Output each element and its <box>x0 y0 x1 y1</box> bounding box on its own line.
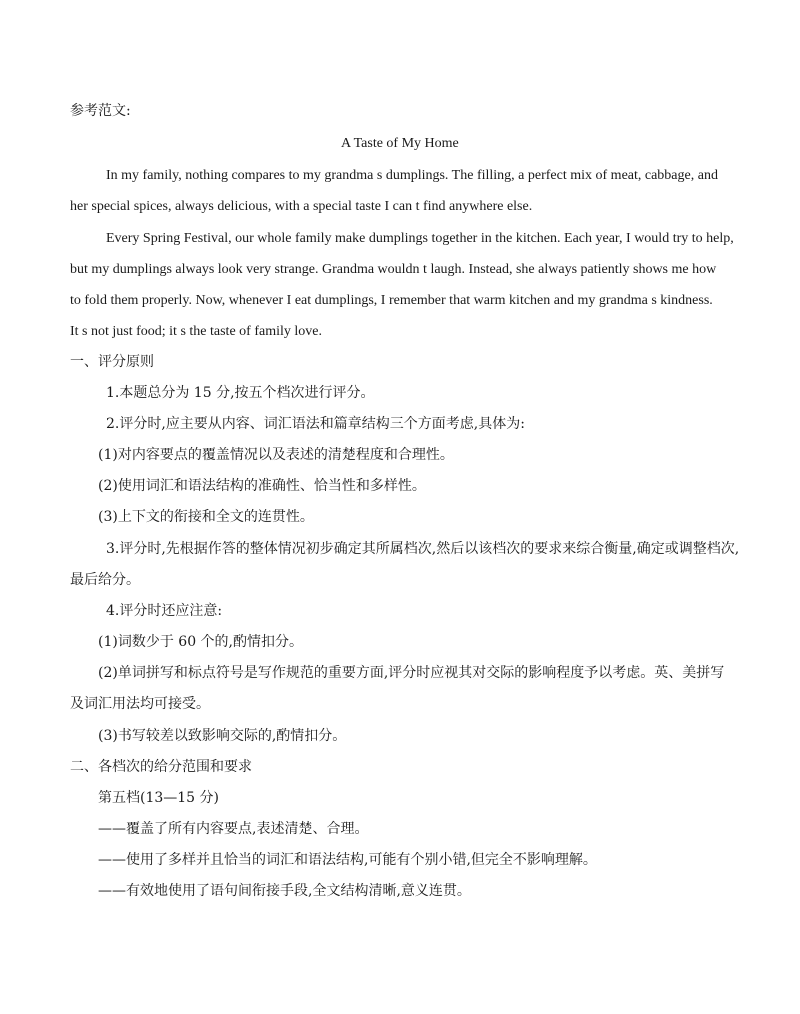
band-requirement: ——有效地使用了语句间衔接手段,全文结构清晰,意义连贯。 <box>98 883 471 899</box>
principle-line: 3.评分时,先根据作答的整体情况初步确定其所属档次,然后以该档次的要求来综合衡量,确定或调整档次, <box>106 541 740 557</box>
principle-line: 最后给分。 <box>70 572 140 588</box>
band-five-title: 第五档(13—15 分) <box>98 790 220 806</box>
essay-line: to fold them properly. Now, whenever I eat dumplings, I remember that warm kitchen and my grandma s kindness. <box>70 293 713 308</box>
section-heading-bands: 二、各档次的给分范围和要求 <box>70 759 252 775</box>
principle-line: 4.评分时还应注意: <box>106 603 223 619</box>
reference-essay-heading: 参考范文: <box>70 103 131 119</box>
principle-line: 2.评分时,应主要从内容、词汇语法和篇章结构三个方面考虑,具体为: <box>106 416 525 432</box>
band-requirement: ——覆盖了所有内容要点,表述清楚、合理。 <box>98 821 369 837</box>
essay-line: It s not just food; it s the taste of family love. <box>70 324 322 339</box>
essay-title: A Taste of My Home <box>341 136 459 151</box>
principle-line: 1.本题总分为 15 分,按五个档次进行评分。 <box>106 385 375 401</box>
essay-line: but my dumplings always look very strange. Grandma wouldn t laugh. Instead, she always patiently shows me how <box>70 262 717 277</box>
essay-line: Every Spring Festival, our whole family make dumplings together in the kitchen. Each year, I would try to help, <box>106 231 734 246</box>
principle-line: (2)单词拼写和标点符号是写作规范的重要方面,评分时应视其对交际的影响程度予以考虑。英、美拼写 <box>98 665 725 681</box>
essay-line: her special spices, always delicious, with a special taste I can t find anywhere else. <box>70 199 533 214</box>
principle-line: 及词汇用法均可接受。 <box>70 696 210 712</box>
section-heading-principles: 一、评分原则 <box>70 354 154 370</box>
band-requirement: ——使用了多样并且恰当的词汇和语法结构,可能有个别小错,但完全不影响理解。 <box>98 852 597 868</box>
principle-line: (3)书写较差以致影响交际的,酌情扣分。 <box>98 728 347 744</box>
principle-line: (3)上下文的衔接和全文的连贯性。 <box>98 509 314 525</box>
principle-line: (1)词数少于 60 个的,酌情扣分。 <box>98 634 303 650</box>
essay-line: In my family, nothing compares to my grandma s dumplings. The filling, a perfect mix of meat, cabbage, and <box>106 168 718 183</box>
principle-line: (1)对内容要点的覆盖情况以及表述的清楚程度和合理性。 <box>98 447 454 463</box>
principle-line: (2)使用词汇和语法结构的准确性、恰当性和多样性。 <box>98 478 426 494</box>
